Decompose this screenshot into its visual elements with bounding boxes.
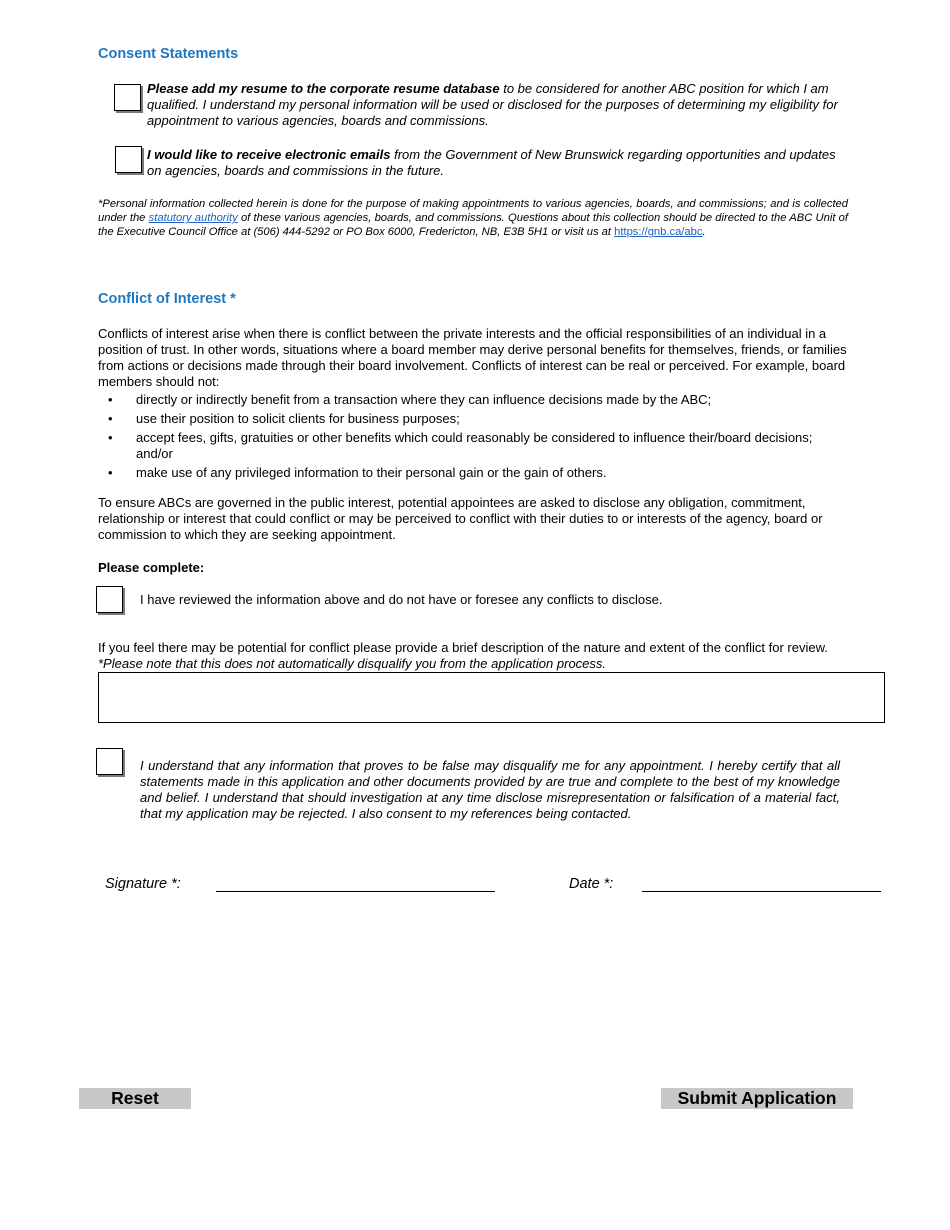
list-item: • accept fees, gifts, gratuities or other benefits which could reasonably be considered to influence their/board decisions; and/or [98,430,828,462]
conflict-ensure-text: To ensure ABCs are governed in the public interest, potential appointees are asked to disclose any obligation, commitment, relationship or interest that could conflict or may be perceived to conflict with their duties to or interests of the agency, board or commission to which they are seeking appointment. [98,495,823,542]
conflict-intro: Conflicts of interest arise when there is conflict between the private interests and the official responsibilities of an individual in a position of trust. In other words, situations where a board member may derive personal benefits for themselves, friends, or families from actions or decisions made through their board involvement. Conflicts of interest can be real or perceived. For example, board members should not: [98,326,847,389]
gnb-abc-link[interactable]: https://gnb.ca/abc [614,226,703,239]
certify-text: I understand that any information that proves to be false may disqualify me for any appointment. I hereby certify that all statements made in this application and other documents provided by are true and complete to the best of my knowledge and belief. I understand that should investigation at any time disclose misrepresentation or falsification of a material fact, that my application may be rejected. I also consent to my references being contacted. [140,758,840,821]
potential-conflict-note: *Please note that this does not automatically disqualify you from the application process. [98,656,607,671]
resume-consent-text [147,81,847,129]
date-label: Date *: [569,876,614,892]
conflict-description-field[interactable] [98,672,885,723]
signature-label: Signature *: [105,876,181,892]
list-item: • make use of any privileged information to their personal gain or the gain of others. [98,465,828,481]
list-item: • use their position to solicit clients for business purposes; [98,411,828,427]
privacy-notice [98,197,848,240]
privacy-text-1: *Personal information collected herein is done for the purpose of making appointments to various agencies, boards, and commissions; and is collected under the [98,198,848,225]
resume-database-checkbox[interactable] [114,84,141,111]
resume-consent-bold: Please add my resume to the corporate resume database [147,81,500,96]
privacy-text-3: . [702,226,706,239]
electronic-emails-checkbox[interactable] [115,146,142,173]
signature-field[interactable] [216,891,495,892]
conflict-bullet-list [98,392,828,484]
potential-conflict-text: If you feel there may be potential for conflict please provide a brief description of the nature and extent of the conflict for review. [98,640,828,655]
no-conflict-checkbox[interactable] [96,586,123,613]
email-consent-rest: from the Government of New Brunswick regarding opportunities and updates on agencies, boards and commissions in the future. [147,147,836,178]
resume-consent-rest: to be considered for another ABC position for which I am qualified. I understand my personal information will be used or disclosed for the purposes of determining my eligibility for appointment to various agencies, boards and commissions. [147,81,838,128]
conflict-heading: Conflict of Interest * [98,291,236,307]
email-consent-bold: I would like to receive electronic emails [147,147,391,162]
list-item: • directly or indirectly benefit from a transaction where they can influence decisions made by the ABC; [98,392,828,408]
certify-checkbox[interactable] [96,748,123,775]
email-consent-text [147,147,847,179]
statutory-authority-link[interactable]: statutory authority [148,212,238,225]
no-conflict-label: I have reviewed the information above and do not have or foresee any conflicts to disclose. [140,592,663,607]
date-field[interactable] [642,891,881,892]
consent-heading: Consent Statements [98,46,239,62]
submit-application-button[interactable]: Submit Application [661,1088,853,1109]
reset-button[interactable]: Reset [79,1088,191,1109]
please-complete-label: Please complete: [98,560,205,575]
privacy-text-2: of these various agencies, boards, and commissions. Questions about this collection should be directed to the ABC Unit of the Executive Council Office at (506) 444-5292 or PO Box 6000, Fredericton, NB, E3B 5H1 or visit us at [98,212,849,239]
